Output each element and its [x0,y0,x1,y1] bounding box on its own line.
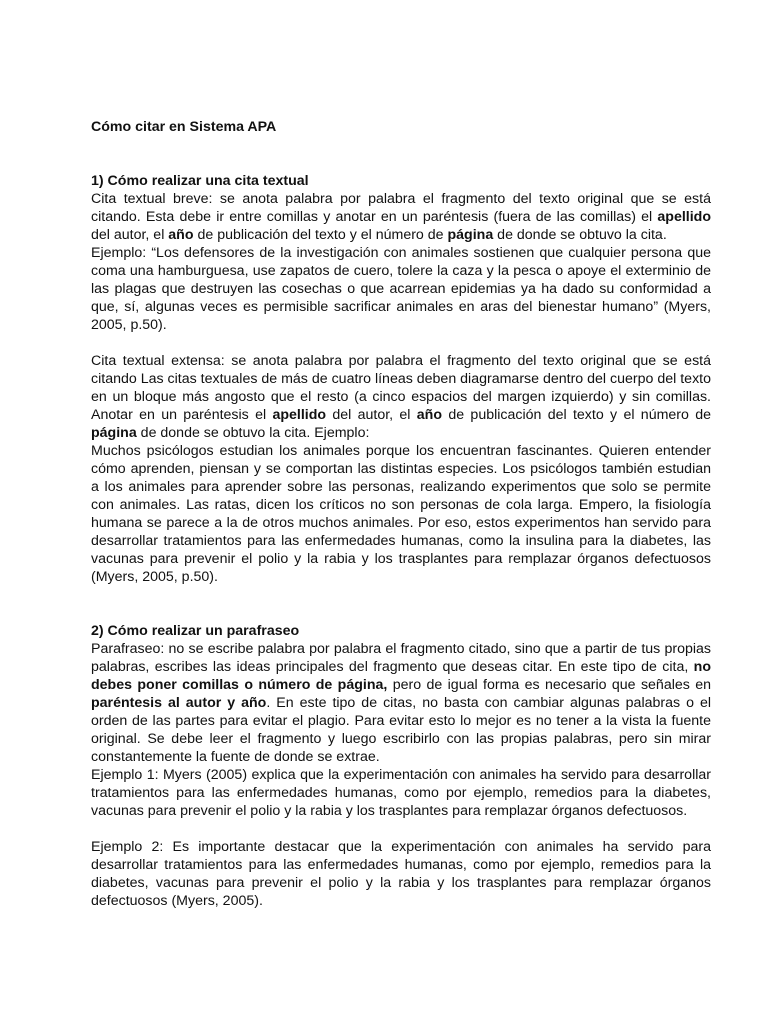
section-1-heading: 1) Cómo realizar una cita textual [91,173,309,189]
spacer [91,820,711,838]
bold-term: no debes poner comillas o número de página, [91,659,711,693]
text-run: de publicación del texto y el número de [193,227,448,243]
ejemplo-2-paragraph: Ejemplo 2: Es importante destacar que la experimentación con animales ha servido para desarrollar tratamientos para las enfermedades humanas, como por ejemplo, remedios para la diabetes, vacunas para prevenir el polio y la rabia y los trasplantes para remplazar órganos defectuosos (Myers, 2005). [91,839,711,909]
cita-breve-paragraph [91,190,711,244]
ejemplo-extensa-paragraph: Muchos psicólogos estudian los animales porque los encuentran fascinantes. Quieren entender cómo aprenden, piensan y se comportan las distintas especies. Los psicólogos también estudian a los animales para aprender sobre las personas, realizando experimentos que solo se permite con animales. Las ratas, dicen los críticos no son personas de cola larga. Empero, la fisiología humana se parece a la de otros muchos animales. Por eso, estos experimentos han servido para desarrollar tratamientos para las enfermedades humanas, como la insulina para la diabetes, las vacunas para prevenir el polio y la rabia y los trasplantes para remplazar órganos defectuosos (Myers, 2005, p.50). [91,443,711,585]
text-run: Parafraseo: no se escribe palabra por palabra el fragmento citado, sino que a partir de tus propias palabras, escribes las ideas principales del fragmento que deseas citar. En este tipo de cita, [91,641,711,675]
document-title: Cómo citar en Sistema APA [91,119,277,135]
spacer [91,334,711,352]
text-run: Cita textual breve: se anota palabra por palabra el fragmento del texto original que se está citando. Esta debe ir entre comillas y anotar en un paréntesis (fuera de las comillas) el [91,191,711,225]
text-run: del autor, el [326,407,417,423]
bold-term: página [91,425,137,441]
bold-term: año [168,227,194,243]
spacer [91,586,711,622]
bold-term: apellido [272,407,327,423]
text-run: del autor, el [91,227,169,243]
spacer [91,136,711,172]
parafraseo-paragraph [91,640,711,766]
text-run: de publicación del texto y el número de [442,407,711,423]
document-page [91,118,711,910]
text-run: . En este tipo de citas, no basta con cambiar algunas palabras o el orden de las partes para evitar el plagio. Para evitar esto lo mejor es no tener a la vista la fuente original. Se debe leer el fragmento y luego escribirlo con las propias palabras, pero sin mirar constantemente la fuente de donde se extrae. [91,695,712,765]
text-run: de donde se obtuvo la cita. [493,227,667,243]
text-run: Cita textual extensa: se anota palabra por palabra el fragmento del texto original que se está citando Las citas textuales de más de cuatro líneas deben diagramarse dentro del cuerpo del texto en un bloque más angosto que el resto (a cinco espacios del margen izquierdo) y sin comillas. Anotar en un paréntesis el [91,353,711,423]
bold-term: página [447,227,494,243]
bold-term: año [416,407,443,423]
ejemplo-breve-paragraph: Ejemplo: “Los defensores de la investigación con animales sostienen que cualquier persona que coma una hamburguesa, use zapatos de cuero, tolere la caza y la pesca o apoye el exterminio de las plagas que destruyen las cosechas o que acarrean epidemias ya ha dado su conformidad a que, sí, algunas veces es permisible sacrificar animales en aras del bienestar humano” (Myers, 2005, p.50). [91,245,711,333]
bold-term: paréntesis al autor y año [91,695,267,711]
text-run: de donde se obtuvo la cita. Ejemplo: [136,425,370,441]
section-2-heading: 2) Cómo realizar un parafraseo [91,623,300,639]
bold-term: apellido [657,209,711,225]
cita-extensa-paragraph [91,352,711,442]
text-run: pero de igual forma es necesario que señales en [387,677,711,693]
ejemplo-1-paragraph: Ejemplo 1: Myers (2005) explica que la experimentación con animales ha servido para desarrollar tratamientos para las enfermedades humanas, como por ejemplo, remedios para la diabetes, vacunas para prevenir el polio y la rabia y los trasplantes para remplazar órganos defectuosos. [91,767,711,819]
